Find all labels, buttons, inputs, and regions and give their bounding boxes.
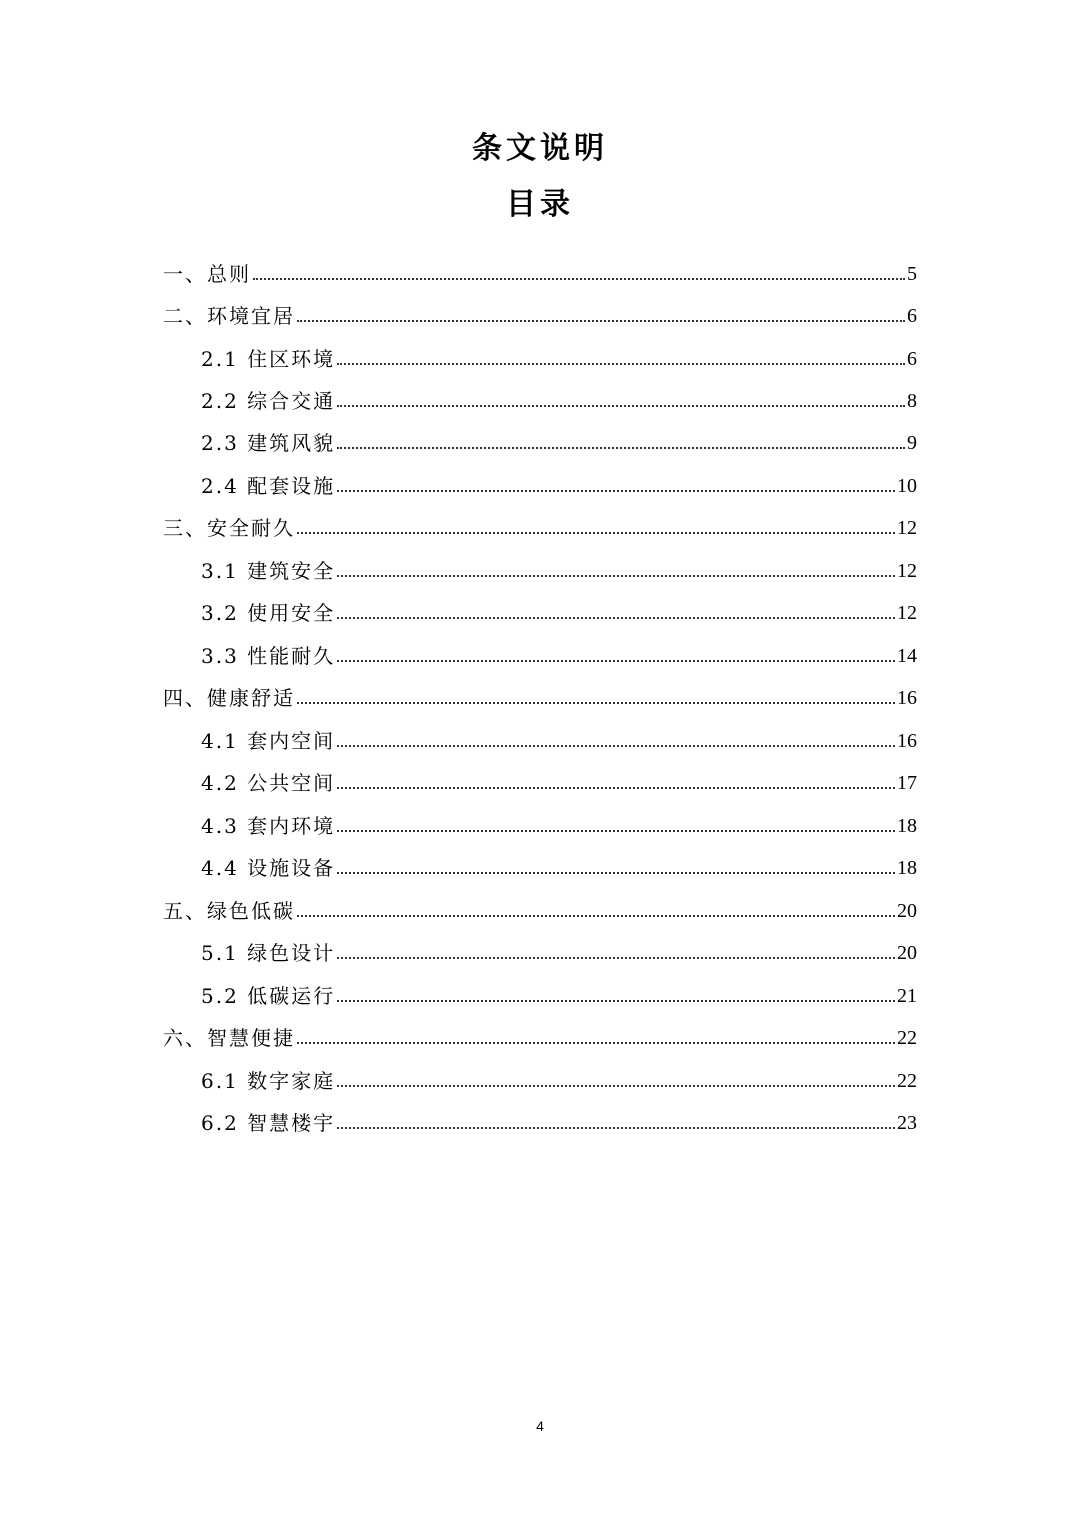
- toc-entry[interactable]: [201, 927, 917, 963]
- toc-dot-leader: [337, 829, 895, 832]
- toc-entry-label: 4.2 公共空间: [201, 771, 336, 795]
- toc-dot-leader: [337, 446, 905, 449]
- toc-entry-page: 16: [897, 687, 917, 709]
- toc-entry-label: 6.2 智慧楼宇: [201, 1111, 336, 1135]
- toc-entry-page: 16: [897, 730, 917, 752]
- toc-entry[interactable]: [201, 333, 917, 369]
- toc-entry-page: 12: [897, 517, 917, 539]
- toc-entry-label: 二、环境宜居: [163, 304, 295, 328]
- toc-dot-leader: [337, 871, 895, 874]
- toc-dot-leader: [337, 489, 895, 492]
- toc-dot-leader: [337, 786, 895, 789]
- toc-entry-label: 一、总则: [163, 262, 251, 286]
- toc-dot-leader: [337, 999, 895, 1002]
- toc-dot-leader: [337, 1126, 895, 1129]
- toc-entry-page: 22: [897, 1070, 917, 1092]
- toc-entry-page: 6: [907, 348, 917, 370]
- toc-entry[interactable]: [201, 1097, 917, 1133]
- toc-entry-page: 9: [907, 432, 917, 454]
- toc-entry-page: 12: [897, 602, 917, 624]
- document-title: 条文说明: [472, 131, 608, 166]
- toc-entry[interactable]: [163, 290, 917, 326]
- toc-entry-label: 2.3 建筑风貌: [201, 431, 336, 455]
- toc-entry[interactable]: [201, 715, 917, 751]
- toc-entry-page: 17: [897, 772, 917, 794]
- toc-entry-page: 10: [897, 475, 917, 497]
- toc-dot-leader: [337, 1084, 895, 1087]
- toc-dot-leader: [297, 319, 905, 322]
- toc-dot-leader: [337, 404, 905, 407]
- toc-entry-label: 2.1 住区环境: [201, 347, 336, 371]
- toc-entry-page: 21: [897, 985, 917, 1007]
- toc-entry-page: 23: [897, 1112, 917, 1134]
- toc-dot-leader: [337, 744, 895, 747]
- toc-entry-label: 3.3 性能耐久: [201, 644, 336, 668]
- toc-entry-label: 5.1 绿色设计: [201, 941, 336, 965]
- toc-entry-label: 3.1 建筑安全: [201, 559, 336, 583]
- toc-entry-page: 12: [897, 560, 917, 582]
- toc-dot-leader: [297, 701, 895, 704]
- page-number: 4: [536, 1418, 544, 1434]
- toc-dot-leader: [297, 914, 895, 917]
- toc-entry[interactable]: [201, 375, 917, 411]
- toc-dot-leader: [337, 616, 895, 619]
- toc-entry-page: 18: [897, 815, 917, 837]
- toc-entry[interactable]: [201, 460, 917, 496]
- toc-entry[interactable]: [201, 757, 917, 793]
- toc-entry-label: 四、健康舒适: [163, 686, 295, 710]
- toc-entry-page: 8: [907, 390, 917, 412]
- toc-entry[interactable]: [201, 417, 917, 453]
- toc-entry[interactable]: [163, 1012, 917, 1048]
- toc-entry-page: 14: [897, 645, 917, 667]
- toc-dot-leader: [297, 531, 895, 534]
- toc-entry[interactable]: [201, 970, 917, 1006]
- toc-entry[interactable]: [201, 842, 917, 878]
- toc-dot-leader: [297, 1041, 895, 1044]
- toc-entry-label: 4.1 套内空间: [201, 729, 336, 753]
- toc-entry[interactable]: [201, 545, 917, 581]
- toc-entry-label: 五、绿色低碳: [163, 899, 295, 923]
- toc-entry[interactable]: [201, 630, 917, 666]
- toc-entry-label: 5.2 低碳运行: [201, 984, 336, 1008]
- toc-entry[interactable]: [201, 587, 917, 623]
- toc-dot-leader: [337, 956, 895, 959]
- toc-entry-page: 5: [907, 263, 917, 285]
- toc-entry[interactable]: [163, 672, 917, 708]
- toc-entry-label: 2.2 综合交通: [201, 389, 336, 413]
- toc-entry[interactable]: [163, 885, 917, 921]
- toc-entry[interactable]: [163, 502, 917, 538]
- toc-entry-label: 3.2 使用安全: [201, 601, 336, 625]
- toc-entry-label: 4.4 设施设备: [201, 856, 336, 880]
- toc-dot-leader: [337, 362, 905, 365]
- toc-entry[interactable]: [163, 248, 917, 284]
- toc-entry-page: 18: [897, 857, 917, 879]
- toc-dot-leader: [337, 659, 895, 662]
- toc-entry-page: 6: [907, 305, 917, 327]
- toc-entry-label: 三、安全耐久: [163, 516, 295, 540]
- toc-entry-label: 2.4 配套设施: [201, 474, 336, 498]
- toc-entry-label: 4.3 套内环境: [201, 814, 336, 838]
- toc-heading: 目录: [506, 187, 574, 222]
- toc-entry-page: 20: [897, 942, 917, 964]
- toc-dot-leader: [337, 574, 895, 577]
- toc-dot-leader: [253, 277, 905, 280]
- toc-entry[interactable]: [201, 1055, 917, 1091]
- toc-entry-page: 20: [897, 900, 917, 922]
- toc-entry-label: 六、智慧便捷: [163, 1026, 295, 1050]
- toc-entry-label: 6.1 数字家庭: [201, 1069, 336, 1093]
- toc-entry-page: 22: [897, 1027, 917, 1049]
- toc-entry[interactable]: [201, 800, 917, 836]
